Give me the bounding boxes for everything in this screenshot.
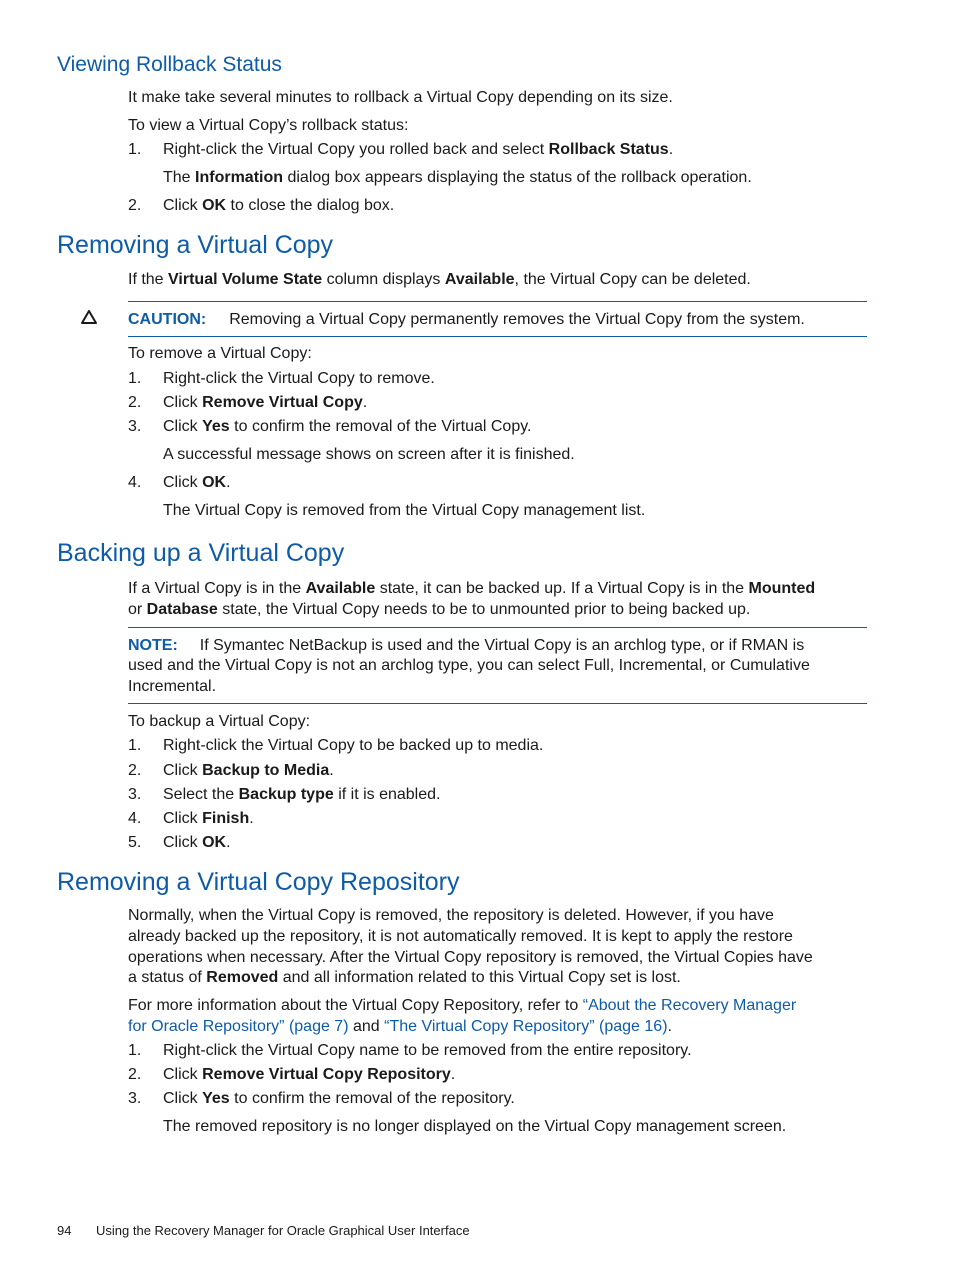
ui-term: Available [305, 580, 376, 597]
paragraph: Normally, when the Virtual Copy is removed, the repository is deleted. However, if you have [128, 907, 774, 924]
paragraph: To remove a Virtual Copy: [128, 345, 312, 362]
ui-term: OK [202, 474, 227, 491]
step-text [163, 737, 543, 755]
section-title-viewing-rollback-status: Viewing Rollback Status [57, 53, 282, 76]
paragraph [128, 996, 868, 1017]
note-text: If Symantec NetBackup is used and the Virtual Copy is an archlog type, or if RMAN is [199, 637, 805, 654]
step-text [163, 834, 231, 852]
ui-term: Backup to Media [202, 762, 330, 779]
step-text [163, 197, 394, 215]
step-number: 3. [128, 786, 142, 803]
text: , the Virtual Copy can be deleted. [514, 271, 751, 288]
text: . [667, 1018, 672, 1035]
step-text [163, 370, 435, 388]
step-post: to confirm the removal of the repository. [229, 1090, 515, 1107]
note-text: Incremental. [128, 678, 217, 695]
ui-term: OK [202, 197, 227, 214]
step-post: . [226, 474, 231, 491]
step-pre: Click [163, 834, 203, 851]
step-pre: Click [163, 762, 203, 779]
step-text [163, 394, 367, 412]
step-note: A successful message shows on screen after it is finished. [163, 446, 575, 463]
step-pre: Click [163, 474, 203, 491]
step-number: 4. [128, 474, 142, 491]
step-pre: Click [163, 810, 203, 827]
step-number: 2. [128, 197, 142, 214]
ui-term: Removed [206, 969, 279, 986]
note-label: NOTE: [128, 637, 178, 654]
step-number: 3. [128, 418, 142, 435]
step-text [163, 1066, 455, 1084]
ui-term: Database [146, 601, 218, 618]
caution-box [128, 310, 868, 331]
step-post: . [226, 834, 231, 851]
ui-term: Mounted [748, 580, 816, 597]
step-pre: Click [163, 197, 203, 214]
caution-rule-bottom [128, 336, 867, 337]
text: and [348, 1018, 385, 1035]
ui-term: Yes [202, 418, 230, 435]
ui-term: Remove Virtual Copy Repository [202, 1066, 451, 1083]
paragraph [128, 579, 868, 600]
paragraph: operations when necessary. After the Virtual Copy repository is removed, the Virtual Copies have [128, 949, 813, 966]
ui-term: OK [202, 834, 227, 851]
ui-term: Remove Virtual Copy [202, 394, 363, 411]
step-pre: Right-click the Virtual Copy name to be removed from the entire repository. [163, 1042, 692, 1059]
section-title-removing-virtual-copy-repository: Removing a Virtual Copy Repository [57, 868, 460, 896]
cross-reference-link[interactable]: “The Virtual Copy Repository” (page 16) [384, 1018, 668, 1035]
step-number: 5. [128, 834, 142, 851]
ui-term: Finish [202, 810, 250, 827]
step-pre: Click [163, 1066, 203, 1083]
cross-reference-link[interactable]: “About the Recovery Manager [582, 997, 797, 1014]
step-text [163, 786, 440, 804]
caution-label: CAUTION: [128, 311, 207, 328]
text: state, it can be backed up. If a Virtual Copy is in the [375, 580, 749, 597]
step-note [163, 169, 752, 187]
step-pre: Right-click the Virtual Copy to be backed up to media. [163, 737, 544, 754]
ui-term: Rollback Status [548, 141, 669, 158]
step-number: 4. [128, 810, 142, 827]
step-post: . [668, 141, 674, 158]
note-rule-top [128, 627, 867, 628]
note-text: used and the Virtual Copy is not an archlog type, you can select Full, Incremental, or Cumulative [128, 657, 810, 674]
step-number: 1. [128, 737, 142, 754]
ui-term: Available [444, 271, 515, 288]
step-note: The Virtual Copy is removed from the Virtual Copy management list. [163, 502, 646, 519]
text: If the [128, 271, 169, 288]
text: state, the Virtual Copy needs to be to unmounted prior to being backed up. [217, 601, 751, 618]
text: or [128, 601, 147, 618]
step-text [163, 1042, 692, 1060]
step-number: 2. [128, 762, 142, 779]
step-post: . [362, 394, 368, 411]
paragraph [128, 968, 868, 989]
step-text [163, 762, 334, 780]
text: For more information about the Virtual Copy Repository, refer to [128, 997, 583, 1014]
step-pre: Click [163, 394, 203, 411]
step-post: to confirm the removal of the Virtual Copy. [229, 418, 532, 435]
ui-term: Yes [202, 1090, 230, 1107]
step-post: to close the dialog box. [226, 197, 395, 214]
step-pre: Right-click the Virtual Copy you rolled back and select [163, 141, 549, 158]
paragraph: To view a Virtual Copy’s rollback status: [128, 117, 409, 134]
step-number: 1. [128, 1042, 142, 1059]
caution-text: Removing a Virtual Copy permanently removes the Virtual Copy from the system. [229, 311, 805, 328]
paragraph [128, 270, 868, 291]
step-text [163, 474, 231, 492]
step-post: . [249, 810, 254, 827]
step-pre: Click [163, 1090, 203, 1107]
step-post: . [450, 1066, 456, 1083]
ui-term: Backup type [238, 786, 334, 803]
ui-term: Virtual Volume State [168, 271, 323, 288]
step-note: The removed repository is no longer displayed on the Virtual Copy management screen. [163, 1118, 787, 1135]
paragraph [128, 600, 868, 621]
step-number: 2. [128, 1066, 142, 1083]
text: a status of [128, 969, 207, 986]
step-text [163, 810, 254, 828]
note-pre: The [163, 169, 196, 186]
footer-title: Using the Recovery Manager for Oracle Graphical User Interface [96, 1223, 470, 1238]
step-text [163, 418, 531, 436]
page-number: 94 [57, 1223, 72, 1238]
cross-reference-link[interactable]: for Oracle Repository” (page 7) [128, 1018, 349, 1035]
paragraph: To backup a Virtual Copy: [128, 713, 311, 730]
text: column displays [322, 271, 445, 288]
paragraph: already backed up the repository, it is not automatically removed. It is kept to apply the restore [128, 928, 793, 945]
section-title-backing-up-virtual-copy: Backing up a Virtual Copy [57, 539, 345, 567]
step-pre: Click [163, 418, 203, 435]
note-post: dialog box appears displaying the status of the rollback operation. [283, 169, 752, 186]
caution-rule-top [128, 301, 867, 302]
step-post: . [329, 762, 334, 779]
step-number: 1. [128, 141, 142, 158]
step-number: 3. [128, 1090, 142, 1107]
text: and all information related to this Virtual Copy set is lost. [278, 969, 681, 986]
note-box [128, 636, 868, 657]
step-text [163, 141, 673, 159]
paragraph [128, 1017, 868, 1038]
step-post: if it is enabled. [333, 786, 441, 803]
step-text [163, 1090, 515, 1108]
step-pre: Select the [163, 786, 239, 803]
step-number: 2. [128, 394, 142, 411]
paragraph: It make take several minutes to rollback a Virtual Copy depending on its size. [128, 89, 673, 106]
caution-triangle-icon [80, 309, 98, 325]
step-number: 1. [128, 370, 142, 387]
step-pre: Right-click the Virtual Copy to remove. [163, 370, 435, 387]
note-rule-bottom [128, 703, 867, 704]
section-title-removing-virtual-copy: Removing a Virtual Copy [57, 231, 334, 259]
ui-term: Information [195, 169, 284, 186]
text: If a Virtual Copy is in the [128, 580, 306, 597]
